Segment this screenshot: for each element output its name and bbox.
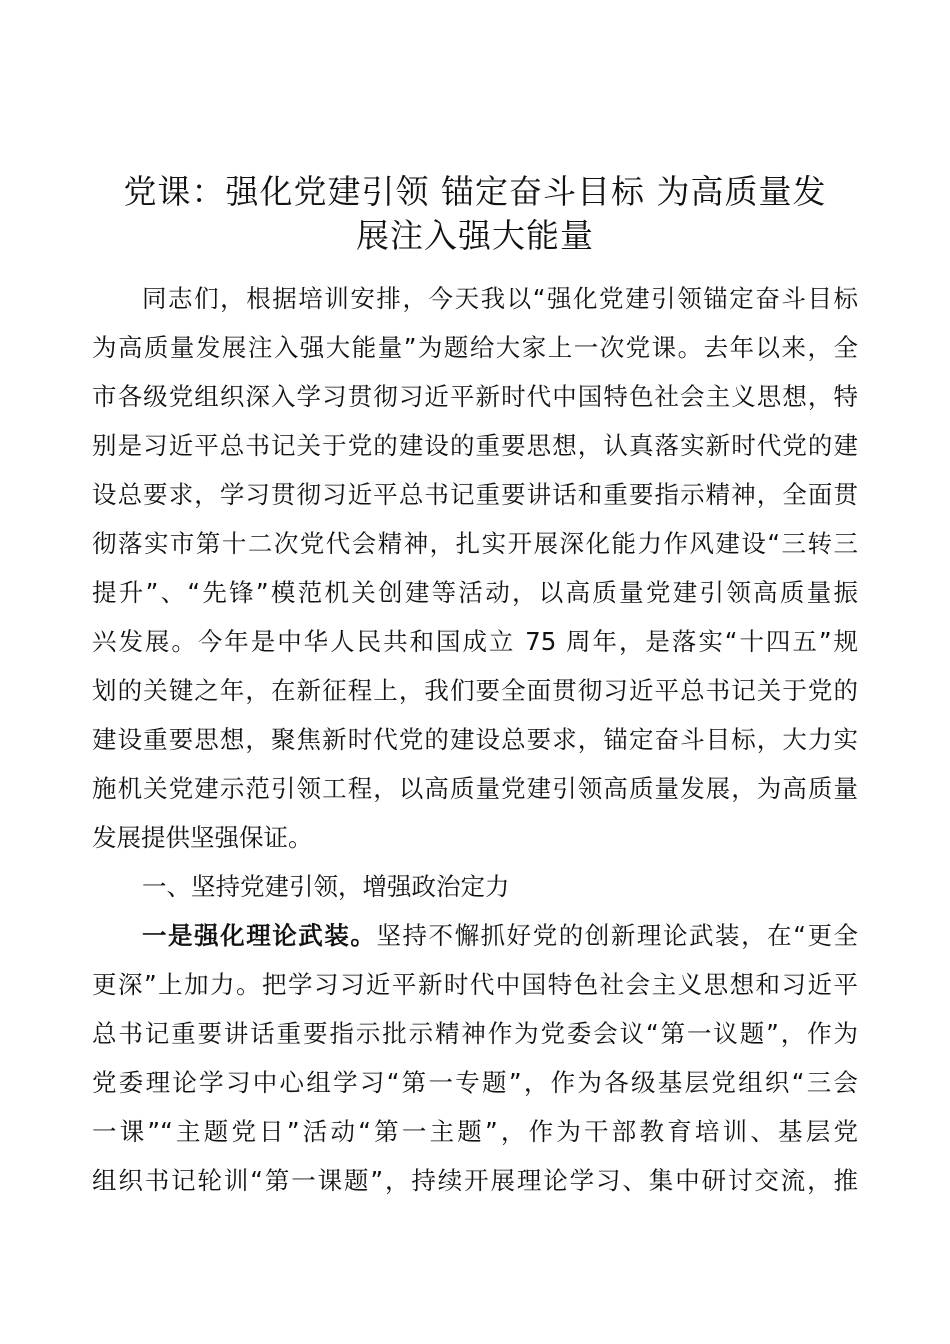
paragraph-line: 兴发展。今年是中华人民共和国成立 75 周年，是落实“十四五”规 xyxy=(92,627,858,656)
document-body xyxy=(92,274,858,1205)
section-heading: 一、坚持党建引领，增强政治定力 xyxy=(142,872,510,901)
paragraph-line: 别是习近平总书记关于党的建设的重要思想，认真落实新时代党的建 xyxy=(92,431,858,460)
paragraph-theory xyxy=(92,911,858,1205)
paragraph-line: 党委理论学习中心组学习“第一专题”，作为各级基层党组织“三会 xyxy=(92,1068,858,1097)
document-title xyxy=(92,170,858,258)
paragraph-line: 发展提供坚强保证。 xyxy=(92,823,313,852)
paragraph-intro xyxy=(92,274,858,862)
paragraph-text: 坚持不懈抓好党的创新理论武装，在“更全 xyxy=(376,921,858,950)
title-line: 展注入强大能量 xyxy=(356,216,594,255)
paragraph-line: 组织书记轮训“第一课题”，持续开展理论学习、集中研讨交流，推 xyxy=(92,1166,858,1195)
paragraph-line: 更深”上加力。把学习习近平新时代中国特色社会主义思想和习近平 xyxy=(92,970,858,999)
paragraph-line: 同志们，根据培训安排，今天我以“强化党建引领锚定奋斗目标 xyxy=(142,284,858,313)
paragraph-line: 建设重要思想，聚焦新时代党的建设总要求，锚定奋斗目标，大力实 xyxy=(92,725,858,754)
paragraph-line: 施机关党建示范引领工程，以高质量党建引领高质量发展，为高质量 xyxy=(92,774,858,803)
paragraph-line: 提升”、“先锋”模范机关创建等活动，以高质量党建引领高质量振 xyxy=(92,578,858,607)
paragraph-line: 一课”“主题党日”活动“第一主题”，作为干部教育培训、基层党 xyxy=(92,1117,858,1146)
paragraph-line: 总书记重要讲话重要指示批示精神作为党委会议“第一议题”，作为 xyxy=(92,1019,858,1048)
paragraph-line: 设总要求，学习贯彻习近平总书记重要讲话和重要指示精神，全面贯 xyxy=(92,480,858,509)
paragraph-line: 市各级党组织深入学习贯彻习近平新时代中国特色社会主义思想，特 xyxy=(92,382,858,411)
title-line: 党课：强化党建引领 锚定奋斗目标 为高质量发 xyxy=(123,172,827,211)
paragraph-line: 彻落实市第十二次党代会精神，扎实开展深化能力作风建设“三转三 xyxy=(92,529,858,558)
bold-lead: 一是强化理论武装。 xyxy=(142,921,377,950)
paragraph-line xyxy=(92,911,858,960)
paragraph-line: 划的关键之年，在新征程上，我们要全面贯彻习近平总书记关于党的 xyxy=(92,676,858,705)
paragraph-line: 为高质量发展注入强大能量”为题给大家上一次党课。去年以来，全 xyxy=(92,333,858,362)
